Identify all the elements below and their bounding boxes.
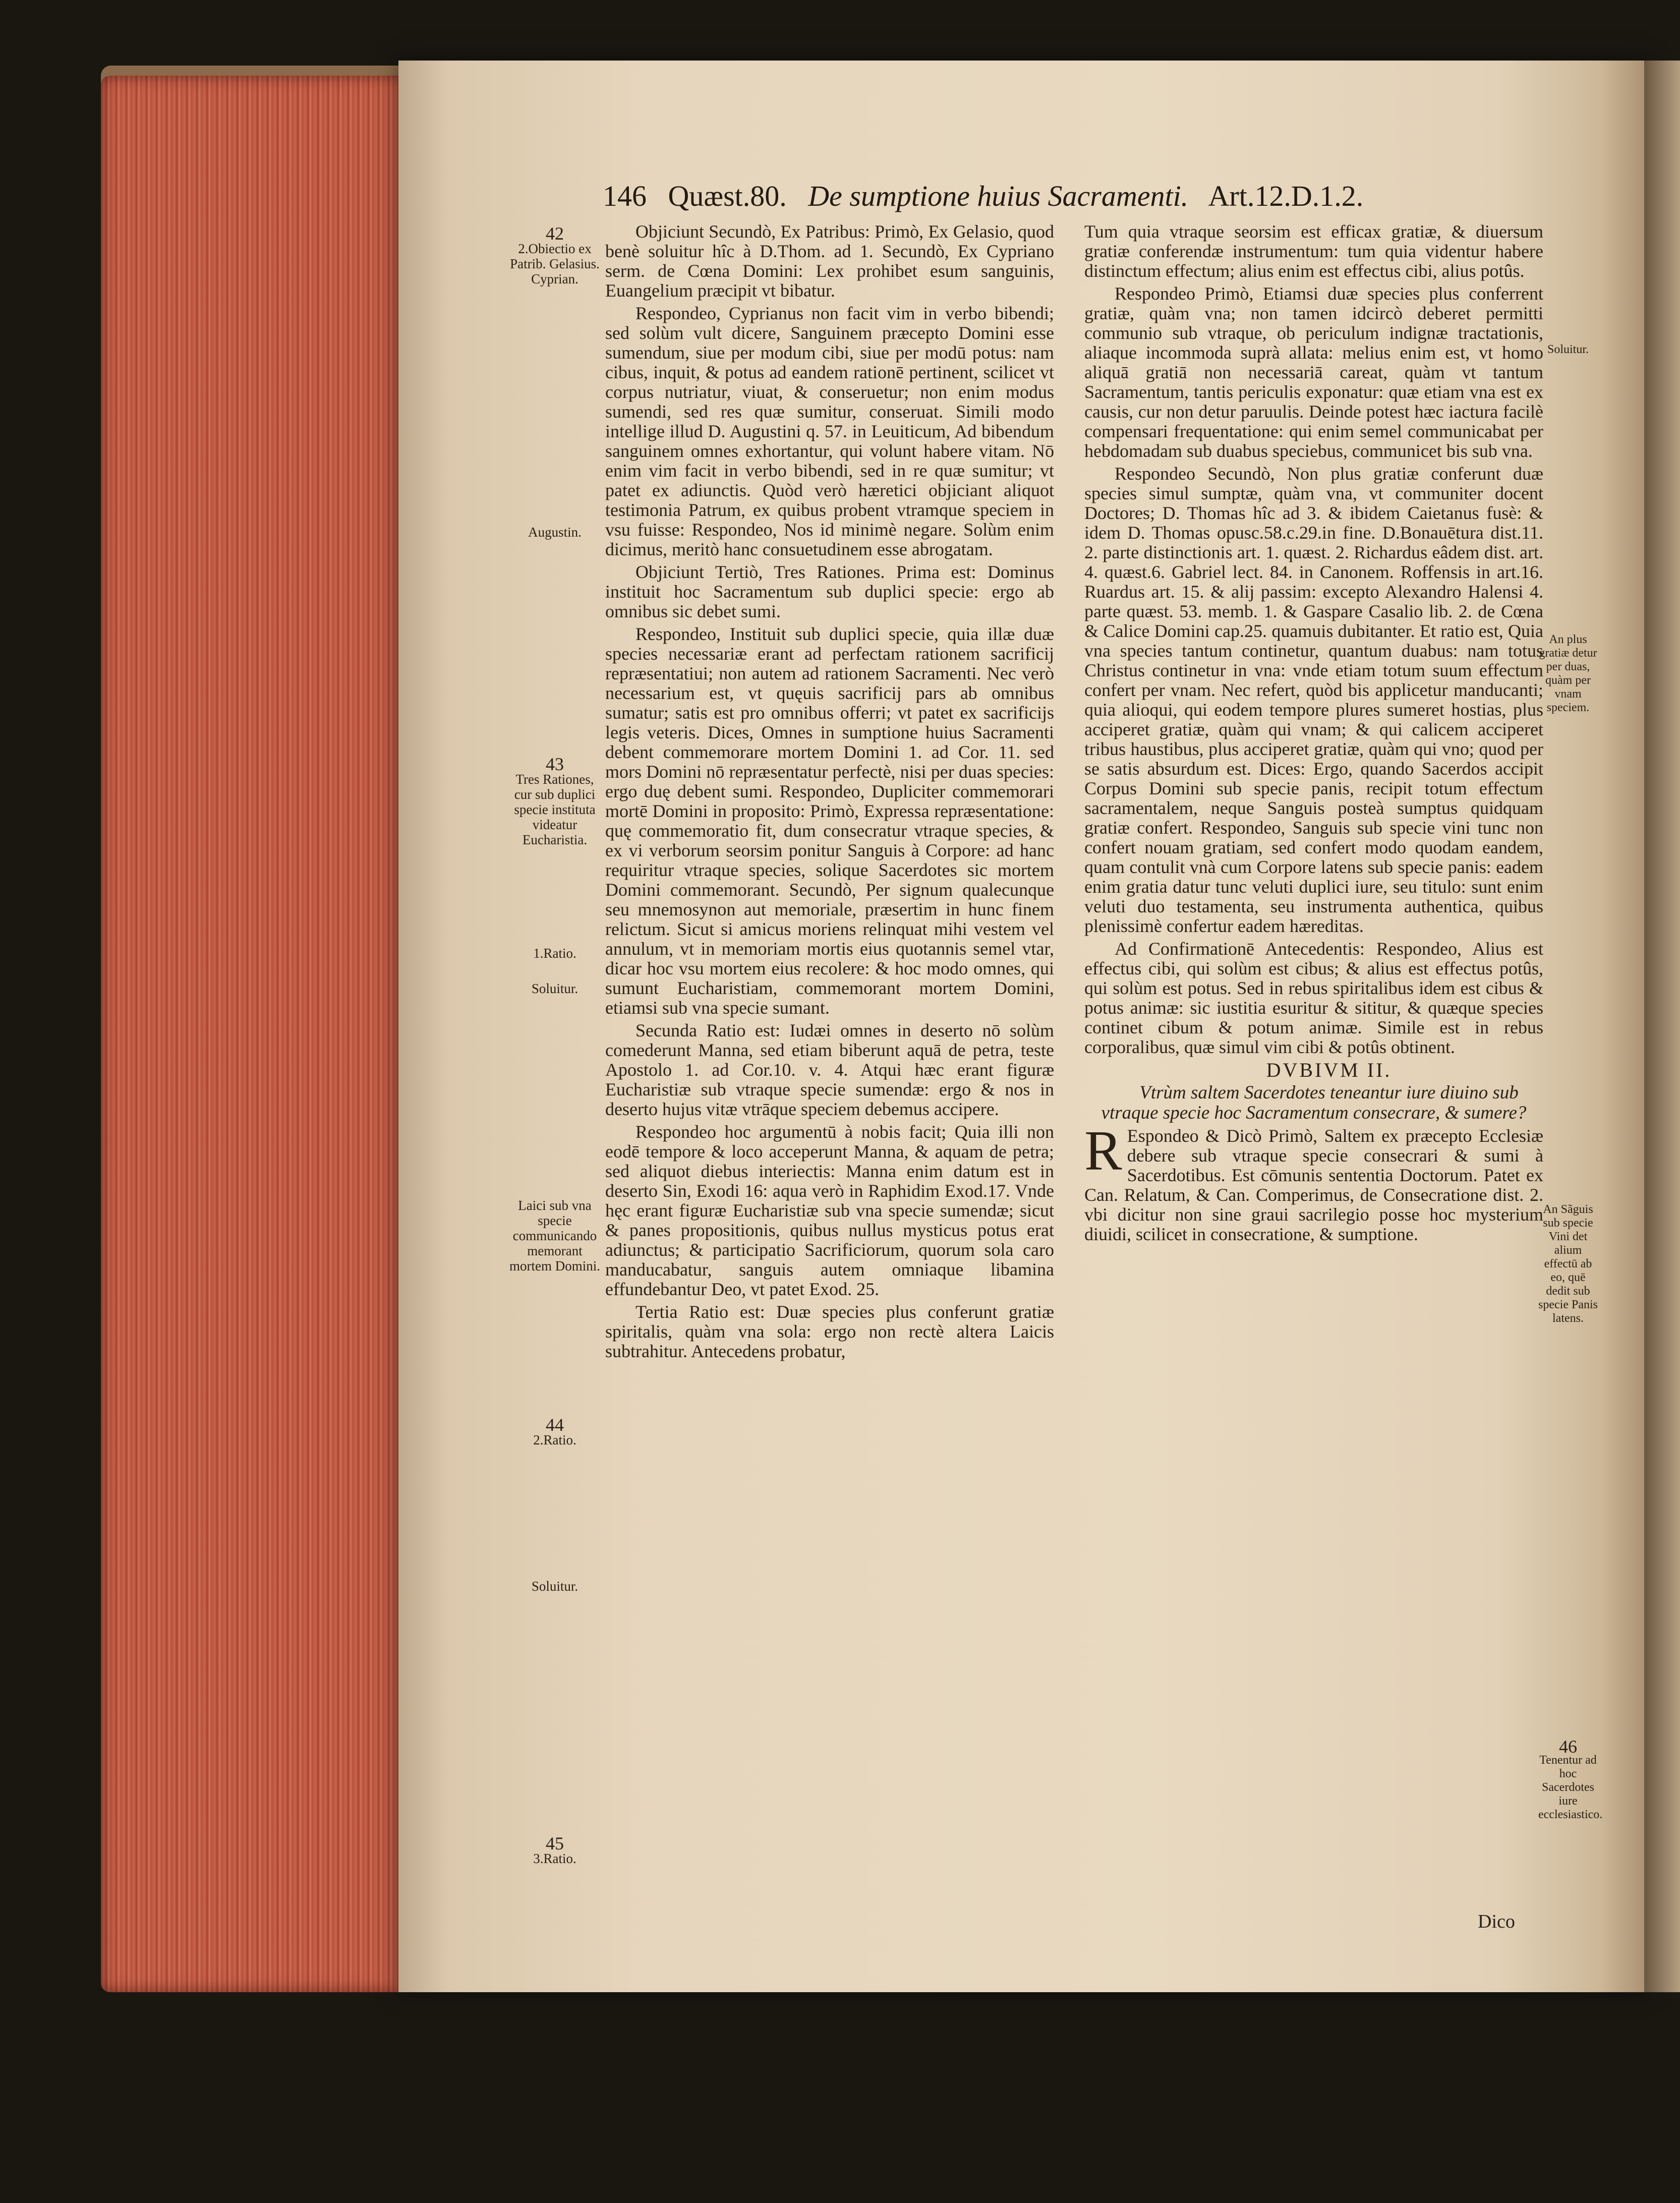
margin-note xyxy=(507,223,603,286)
margin-note xyxy=(507,1833,603,1866)
margin-note xyxy=(1538,343,1598,357)
header-title: De sumptione huius Sacramenti. xyxy=(808,180,1189,212)
margin-note xyxy=(1538,633,1598,715)
paragraph: Objiciunt Tertiò, Tres Rationes. Prima est: Dominus instituit hoc Sacramentum sub duplici specie: ergo ab omnibus sic debet sumi. xyxy=(605,562,1054,621)
dubium-question: Vtrùm saltem Sacerdotes teneantur iure diuino sub vtraque specie hoc Sacramentum consecrare, & sumere? xyxy=(1101,1082,1527,1123)
dubium-heading: DVBIVM II. xyxy=(1266,1059,1392,1081)
right-text-column xyxy=(1084,222,1543,1927)
margin-note-text: 3.Ratio. xyxy=(533,1851,576,1866)
margin-note xyxy=(1538,1203,1598,1325)
margin-note-text: 2.Obiectio ex Patrib. Gelasius. Cyprian. xyxy=(510,241,600,286)
margin-note xyxy=(507,946,603,961)
question-label: Quæst.80. xyxy=(668,180,787,212)
margin-note xyxy=(507,1417,603,1447)
margin-note xyxy=(1538,1736,1603,1822)
paragraph: Objiciunt Secundò, Ex Patribus: Primò, Ex Gelasio, quod benè soluitur hîc à D.Thom. ad 1. Secundò, Ex Cypriano serm. de Cœna Domini: Lex prohibet esum sanguinis, Euangelium præcipit vt bibatur. xyxy=(605,222,1054,301)
margin-note-text: 1.Ratio. xyxy=(533,946,576,961)
paragraph: Tum quia vtraque seorsim est efficax gratiæ, & diuersum gratiæ conferendæ instrumentum: tum quia videntur habere distinctum effectum; alius enim est effectus cibi, alius potûs. xyxy=(1084,222,1543,281)
paragraph: Respondeo, Cyprianus non facit vim in verbo bibendi; sed solùm vult dicere, Sanguinem præcepto Domini esse sumendum, siue per modum cibi, siue per modū potus: nam cibus, inquit, & potus ad eandem rationē pertinent, scilicet vt corpus nutriatur, viuat, & conseruetur; non enim modus sumendi, sed res quæ sumitur, conseruat. Simili modo intellige illud D. Augustini q. 57. in Leuiticum, Ad bibendum sanguinem omnes exhortantur, qui volunt habere vitam. Nō enim vim facit in verbo bibendi, sed in re quæ sumitur; vt patet ex adiunctis. Quòd verò hæretici objiciant aliquot testimonia Patrum, ex quibus probent vtramque speciem in vsu fuisse: Respondeo, Nos id minimè negare. Solùm enim dicimus, meritò hanc consuetudinem esse abrogatam. xyxy=(605,303,1054,559)
margin-note xyxy=(507,754,603,847)
paragraph-number: 43 xyxy=(546,754,564,774)
margin-note xyxy=(507,525,603,540)
margin-note xyxy=(507,981,603,996)
margin-note-text: An plus gratiæ detur per duas, quàm per vnam speciem. xyxy=(1539,633,1597,714)
paragraph-number: 44 xyxy=(546,1415,564,1435)
paragraph: Secunda Ratio est: Iudæi omnes in deserto nō solùm comederunt Manna, sed etiam biberunt aquā de petra, teste Apostolo 1. ad Cor.10. v. 4. Atqui hæc erant figuræ Eucharistiæ sub vtraque specie sumendæ: ergo & nos in deserto hujus vitæ vtrāque speciem debemus accipere. xyxy=(605,1020,1054,1119)
margin-note xyxy=(507,1198,603,1273)
dubium-answer xyxy=(1084,1120,1543,1244)
page-number: 146 xyxy=(603,180,647,212)
paragraph-number: 46 xyxy=(1559,1736,1577,1757)
margin-note-text: An Sãguis sub specie Vini det alium effectū ab eo, quē dedit sub specie Panis latens. xyxy=(1538,1203,1598,1325)
paragraph: Respondeo Secundò, Non plus gratiæ conferunt duæ species simul sumptæ, quàm vna, vt communiter docent Doctores; D. Thomas hîc ad 3. & ibidem Caietanus fusè: & idem D. Thomas opusc.58.c.29.in fine. D.Bonauētura dist.11. 2. parte distinctionis art. 1. quæst. 2. Richardus eâdem dist. art. 4. quæst.6. Gabriel lect. 84. in Canonem. Roffensis in art.16. Ruardus art. 15. & alij passim: excepto Alexandro Halensi 4. parte quæst. 53. memb. 1. & Gaspare Casalio lib. 2. de Cœna & Calice Domini cap.25. quamuis dubitanter. Et ratio est, Quia vna species tantum continetur, quantum duabus: nam totus Christus continetur in vna: vnde etiam totum suum effectum confert per vnam. Nec refert, quòd bis applicetur manducanti; quia alioqui, qui eodem tempore plures sumeret hostias, plus acciperet gratiæ, quàm qui vnam; & qui calicem acciperet tribus haustibus, plus acciperet gratiæ, quàm qui vno; quod per se satis absurdum est. Dices: Ergo, quando Sacerdos accipit Corpus Domini sub specie panis, recipit totum effectum sacramentalem, neque Sanguis posteà sumptus quidquam gratiæ confert. Respondeo, Sanguis sub specie vini tunc non confert nouam gratiam, sed confert modo quodam eandem, quam contulit vnà cum Corpore latens sub specie panis: eadem enim gratia datur tunc veluti duplici iure, seu titulo: sunt enim veluti duo testamenta, seu instrumenta authentica, quibus plenissimè confertur eadem hæreditas. xyxy=(1084,463,1543,936)
book-page-edges xyxy=(101,76,409,1992)
paragraph: Respondeo hoc argumentū à nobis facit; Quia illi non eodē tempore & loco acceperunt Manna, & aquam de petra; sed aliquot diebus interiectis: Manna enim datum est in deserto Sin, Exodi 16: aqua verò in Raphidim Exod.17. Vnde hęc erant figuræ Eucharistiæ sub vna specie sumendæ; sicut & panes propositionis, quibus nullus mysticus potus erat adiunctus; & participatio Sacrificiorum, quorum sola caro manducabatur, sanguis autem omniaque libamina effundebantur Deo, vt patet Exod. 25. xyxy=(605,1122,1054,1299)
left-text-column xyxy=(605,222,1054,1853)
margin-note-text: Augustin. xyxy=(528,525,582,540)
paragraph: Tertia Ratio est: Duæ species plus conferunt gratiæ spiritalis, quàm vna sola: ergo non rectè altera Laicis subtrahitur. Antecedens probatur, xyxy=(605,1302,1054,1361)
margin-note-text: Soluitur. xyxy=(531,1579,578,1594)
margin-note-text: Laici sub vna specie communicando memorant mortem Domini. xyxy=(509,1198,600,1273)
facing-page-edge xyxy=(1644,61,1680,1992)
article-label: Art.12.D.1.2. xyxy=(1208,180,1364,212)
paragraph-number: 42 xyxy=(546,223,564,244)
margin-note-text: Soluitur. xyxy=(1547,343,1589,356)
margin-note-text: 2.Ratio. xyxy=(533,1432,576,1447)
margin-note-text: Tenentur ad hoc Sacerdotes iure ecclesiastico. xyxy=(1538,1754,1603,1821)
paragraph-number: 45 xyxy=(546,1833,564,1853)
paragraph: Ad Confirmationē Antecedentis: Respondeo, Alius est effectus cibi, qui solùm est cibus; & alius est effectus potûs, qui solùm est potus. Sed in rebus spiritalibus idem est cibus & potus animæ: sic iustitia esuritur & sititur, & quæque species continet cibum & potum animæ. Simile est in rebus corporalibus, quæ simul vim cibi & potûs obtinent. xyxy=(1084,939,1543,1057)
paragraph: Respondeo, Instituit sub duplici specie, quia illæ duæ species necessariæ erant ad perfectam rationem sacrificij repræsentatiui; non autem ad rationem Sacramenti. Nec verò necessarium est, vt quęuis sacrificij pars ab omnibus sumatur; satis est pro omnibus offerri; vt patet ex sacrificijs legis veteris. Dices, Omnes in sumptione huius Sacramenti debent commemorare mortem Domini 1. ad Cor. 11. sed mors Domini nō repræsentatur perfectè, nisi per duas species: ergo duę debent sumi. Respondeo, Dupliciter commemorari mortē Domini in proposito: Primò, Expressa repræsentatione: quę commemoratio fit, dum consecratur vtraque species, & ex vi verborum seorsim ponitur Sanguis à Corpore: ad hanc requiritur vtraque species, solique Sacerdotes sic mortem Domini commemorant. Secundò, Per signum qualecunque seu mnemosynon aut memoriale, præsertim in hunc finem relictum. Sicut si amicus moriens relinquat mihi vestem vel annulum, vt in memoriam mortis eius quotannis semel vtar, dicar hoc vsu mortem eius recolere: & hoc modo omnes, qui sumunt Eucharistiam, commemorant mortem Domini, etiamsi sub vna specie sumant. xyxy=(605,624,1054,1018)
margin-note-text: Tres Rationes, cur sub duplici specie instituta videatur Eucharistia. xyxy=(514,772,596,847)
paragraph: Respondeo Primò, Etiamsi duæ species plus conferrent gratiæ, quàm vna; non tamen idcircò deberet permitti communio sub vtraque, ob periculum indignæ tractationis, aliaque incommoda suprà allata: melius enim est, vt homo aliquā gratiā non necessariā careat, quàm vt tantum Sacramentum, tantis periculis exponatur: quæ etiam vna est ex causis, cur non detur paruulis. Deinde potest hæc iactura facilè compensari frequentatione: qui enim semel communicabat per hebdomadam sub duabus speciebus, communicet bis sub vna. xyxy=(1084,283,1543,461)
drop-cap: R xyxy=(1084,1120,1122,1182)
running-header xyxy=(603,179,1571,224)
catchword: Dico xyxy=(1478,1911,1515,1932)
dubium-answer-text: Espondeo & Dicò Primò, Saltem ex præcepto Ecclesiæ debere sub vtraque specie consecrari & sumi à Sacerdotibus. Est cōmunis sententia Doctorum. Patet ex Can. Relatum, & Can. Comperimus, de Consecratione dist. 2. vbi dicitur non sine graui sacrilegio posse hoc mysterium diuidi, scilicet in consecratione, & sumptione. xyxy=(1084,1126,1543,1244)
margin-note xyxy=(507,1579,603,1594)
margin-note-text: Soluitur. xyxy=(531,981,578,996)
